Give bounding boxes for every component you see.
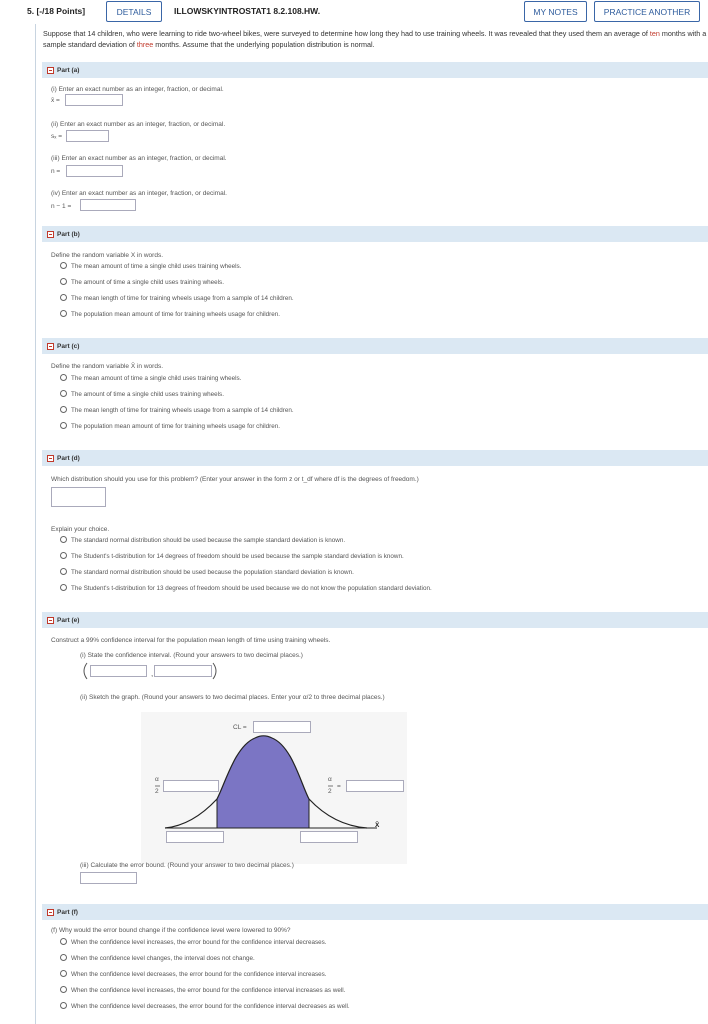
confidence-area	[217, 736, 309, 828]
collapse-icon[interactable]	[47, 67, 54, 74]
part-a-header[interactable]: Part (a)	[42, 62, 708, 78]
left-paren-icon	[84, 663, 87, 679]
problem-statement: Suppose that 14 children, who were learning to ride two-wheel bikes, were surveyed to determine how long they had to use training wheels. It was revealed that they used them an average of ten months with a sample standard deviation of three months. Assume that the underlying population distribution is normal.	[43, 29, 707, 49]
xbar-axis-label: X̄	[375, 822, 380, 829]
problem-code: ILLOWSKYINTROSTAT1 8.2.108.HW.	[174, 6, 321, 16]
part-c-prompt: Define the random variable X̄ in words.	[51, 363, 164, 370]
n-input[interactable]	[66, 165, 123, 177]
left-rule	[35, 24, 36, 1024]
alpha-left-input[interactable]	[163, 780, 219, 792]
practice-another-button[interactable]: PRACTICE ANOTHER	[594, 1, 700, 22]
collapse-icon[interactable]	[47, 455, 54, 462]
radio-f-2[interactable]	[60, 970, 67, 977]
radio-d-0[interactable]	[60, 536, 67, 543]
option-c-0: The mean amount of time a single child uses training wheels.	[71, 375, 242, 382]
details-button[interactable]: DETAILS	[106, 1, 162, 22]
radio-b-0[interactable]	[60, 262, 67, 269]
radio-d-2[interactable]	[60, 568, 67, 575]
collapse-icon[interactable]	[47, 343, 54, 350]
option-c-1: The amount of time a single child uses training wheels.	[71, 391, 224, 398]
alpha-right-den: 2	[328, 788, 332, 795]
option-f-2: When the confidence level decreases, the error bound for the confidence interval increases.	[71, 971, 327, 978]
collapse-icon[interactable]	[47, 231, 54, 238]
alpha-right-input[interactable]	[346, 780, 404, 792]
radio-f-4[interactable]	[60, 1002, 67, 1009]
part-e-ii-prompt: (ii) Sketch the graph. (Round your answers to two decimal places. Enter your α/2 to three decimal places.)	[80, 694, 385, 701]
radio-c-2[interactable]	[60, 406, 67, 413]
option-f-3: When the confidence level increases, the error bound for the confidence interval increases as well.	[71, 987, 346, 994]
part-f-header[interactable]: Part (f)	[42, 904, 708, 920]
cl-label: CL =	[233, 724, 247, 731]
part-c-header[interactable]: Part (c)	[42, 338, 708, 354]
radio-b-1[interactable]	[60, 278, 67, 285]
part-a-iii-var: n =	[51, 168, 61, 175]
option-b-3: The population mean amount of time for training wheels usage for children.	[71, 311, 280, 318]
option-c-3: The population mean amount of time for training wheels usage for children.	[71, 423, 280, 430]
option-f-0: When the confidence level increases, the error bound for the confidence interval decreases.	[71, 939, 327, 946]
option-d-2: The standard normal distribution should be used because the population standard deviation is known.	[71, 569, 354, 576]
error-bound-input[interactable]	[80, 872, 137, 884]
part-e-iii-prompt: (iii) Calculate the error bound. (Round your answer to two decimal places.)	[80, 862, 294, 869]
part-a-ii-var: sₓ =	[51, 133, 62, 140]
normal-curve-graph	[141, 712, 407, 864]
question-header	[0, 0, 708, 24]
radio-b-2[interactable]	[60, 294, 67, 301]
alpha-left-den: 2	[155, 788, 159, 795]
part-e-i-prompt: (i) State the confidence interval. (Round your answers to two decimal places.)	[80, 652, 303, 659]
collapse-icon[interactable]	[47, 909, 54, 916]
radio-c-1[interactable]	[60, 390, 67, 397]
option-b-2: The mean length of time for training wheels usage from a sample of 14 children.	[71, 295, 294, 302]
xbar-input[interactable]	[65, 94, 123, 106]
option-f-4: When the confidence level decreases, the error bound for the confidence interval decreases as well.	[71, 1003, 350, 1010]
part-e-prompt: Construct a 99% confidence interval for the population mean length of time using training wheels.	[51, 637, 331, 644]
part-a-iv-prompt: (iv) Enter an exact number as an integer, fraction, or decimal.	[51, 190, 227, 197]
part-f-prompt: (f) Why would the error bound change if the confidence level were lowered to 90%?	[51, 927, 291, 934]
ci-upper-input[interactable]	[154, 665, 212, 677]
radio-f-3[interactable]	[60, 986, 67, 993]
my-notes-button[interactable]: MY NOTES	[524, 1, 587, 22]
option-f-1: When the confidence level changes, the interval does not change.	[71, 955, 255, 962]
option-b-0: The mean amount of time a single child uses training wheels.	[71, 263, 242, 270]
part-a-iii-prompt: (iii) Enter an exact number as an integer, fraction, or decimal.	[51, 155, 227, 162]
part-a-iv-var: n − 1 =	[51, 203, 72, 210]
part-d-prompt: Which distribution should you use for this problem? (Enter your answer in the form z or t_df where df is the degrees of freedom.)	[51, 476, 419, 483]
option-b-1: The amount of time a single child uses training wheels.	[71, 279, 224, 286]
distribution-input[interactable]	[51, 487, 106, 507]
radio-d-3[interactable]	[60, 584, 67, 591]
part-b-header[interactable]: Part (b)	[42, 226, 708, 242]
right-paren-icon	[213, 663, 216, 679]
part-d-header[interactable]: Part (d)	[42, 450, 708, 466]
cl-input[interactable]	[253, 721, 311, 733]
radio-f-0[interactable]	[60, 938, 67, 945]
part-a-ii-prompt: (ii) Enter an exact number as an integer, fraction, or decimal.	[51, 121, 226, 128]
part-a-i-prompt: (i) Enter an exact number as an integer, fraction, or decimal.	[51, 86, 224, 93]
alpha-left-num: α	[155, 776, 159, 783]
option-d-1: The Student's t-distribution for 14 degrees of freedom should be used because the sample standard deviation is known.	[71, 553, 404, 560]
alpha-right-num: α	[328, 776, 332, 783]
radio-f-1[interactable]	[60, 954, 67, 961]
option-d-3: The Student's t-distribution for 13 degrees of freedom should be used because we do not know the population standard deviation.	[71, 585, 432, 592]
n-minus-1-input[interactable]	[80, 199, 136, 211]
part-b-prompt: Define the random variable X in words.	[51, 252, 164, 259]
ci-lower-input[interactable]	[90, 665, 147, 677]
radio-b-3[interactable]	[60, 310, 67, 317]
option-c-2: The mean length of time for training wheels usage from a sample of 14 children.	[71, 407, 294, 414]
option-d-0: The standard normal distribution should be used because the sample standard deviation is known.	[71, 537, 346, 544]
part-a-i-var: x̄ =	[51, 97, 60, 104]
alpha-right-eq: =	[337, 783, 341, 790]
question-number: 5. [-/18 Points]	[27, 6, 86, 16]
upper-bound-input[interactable]	[300, 831, 358, 843]
part-e-header[interactable]: Part (e)	[42, 612, 708, 628]
interval-comma: ,	[151, 669, 154, 678]
lower-bound-input[interactable]	[166, 831, 224, 843]
part-d-explain: Explain your choice.	[51, 526, 110, 533]
collapse-icon[interactable]	[47, 617, 54, 624]
sx-input[interactable]	[66, 130, 109, 142]
radio-c-3[interactable]	[60, 422, 67, 429]
radio-d-1[interactable]	[60, 552, 67, 559]
radio-c-0[interactable]	[60, 374, 67, 381]
